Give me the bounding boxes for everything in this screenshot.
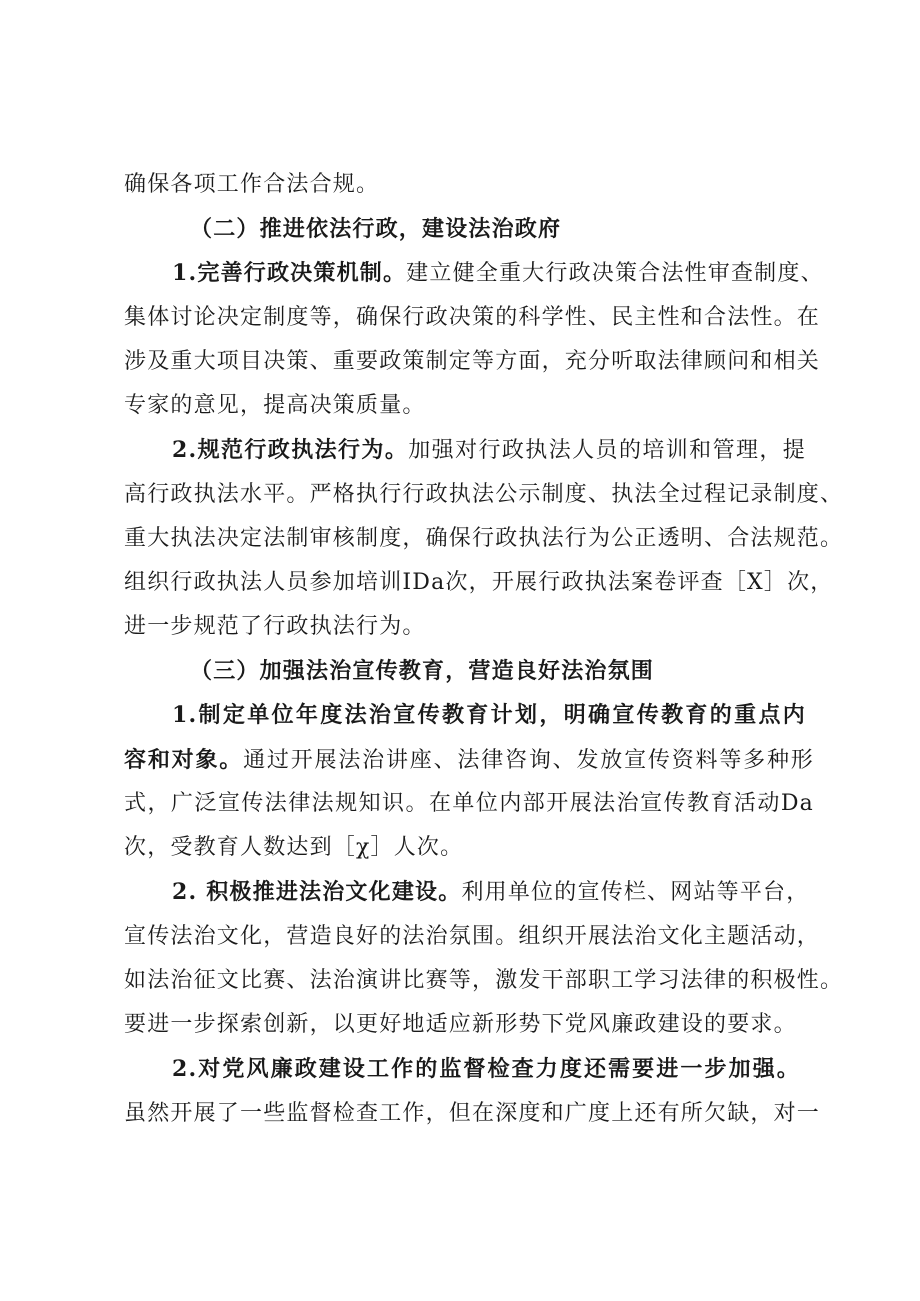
line-text: 专家的意见，提高决策质量。 bbox=[124, 393, 426, 418]
heading-text: （三）加强法治宣传教育，营造良好法治氛围 bbox=[190, 658, 655, 684]
line-text: 宣传法治文化，营造良好的法治氛围。组织开展法治文化主题活动， bbox=[124, 924, 821, 949]
item-title: 2.对党风廉政建设工作的监督检查力度还需要进一步加强。 bbox=[172, 1056, 800, 1082]
line-text: 组织行政执法人员参加培训IDa次，开展行政执法案卷评查［X］次， bbox=[124, 570, 834, 595]
paragraph-line bbox=[124, 524, 844, 554]
line-text: 重大执法决定法制审核制度，确保行政执法行为公正透明、合法规范。 bbox=[124, 526, 844, 551]
paragraph-line bbox=[124, 391, 814, 421]
paragraph-line bbox=[124, 833, 814, 863]
heading-text: （二）推进依法行政，建设法治政府 bbox=[190, 216, 562, 242]
line-text: 式，广泛宣传法律法规知识。在单位内部开展法治宣传教育活动Da bbox=[124, 791, 814, 816]
item-title: 2. 积极推进法治文化建设。 bbox=[172, 879, 462, 905]
paragraph-line bbox=[124, 789, 814, 819]
section-heading bbox=[190, 214, 880, 244]
line-text: 如法治征文比赛、法治演讲比赛等，激发干部职工学习法律的积极性。 bbox=[124, 968, 844, 993]
line-text: 利用单位的宣传栏、网站等平台， bbox=[461, 880, 810, 905]
section-heading bbox=[190, 656, 880, 686]
line-text: 虽然开展了一些监督检查工作，但在深度和广度上还有所欠缺，对一 bbox=[124, 1101, 821, 1126]
paragraph-line bbox=[124, 170, 814, 200]
item-title: 1.完善行政决策机制。 bbox=[172, 260, 407, 286]
paragraph-line bbox=[124, 303, 821, 333]
paragraph-line bbox=[172, 877, 810, 908]
paragraph-line bbox=[124, 745, 814, 776]
paragraph-line bbox=[172, 1054, 800, 1084]
line-text: 通过开展法治讲座、法律咨询、发放宣传资料等多种形 bbox=[243, 748, 814, 773]
line-text: 涉及重大项目决策、重要政策制定等方面，充分听取法律顾问和相关 bbox=[124, 349, 821, 374]
line-text: 建立健全重大行政决策合法性审查制度、 bbox=[406, 261, 824, 286]
line-text: 加强对行政执法人员的培训和管理，提 bbox=[408, 438, 807, 463]
line-text: 次，受教育人数达到［χ］人次。 bbox=[124, 835, 464, 860]
paragraph-line bbox=[124, 480, 844, 510]
paragraph-line bbox=[124, 1099, 821, 1129]
line-text: 要进一步探索创新，以更好地适应新形势下党风廉政建设的要求。 bbox=[124, 1012, 797, 1037]
paragraph-line bbox=[124, 612, 814, 642]
paragraph-line bbox=[124, 922, 821, 952]
paragraph-line bbox=[172, 700, 806, 730]
paragraph-line bbox=[172, 258, 824, 289]
line-text: 确保各项工作合法合规。 bbox=[124, 172, 380, 197]
paragraph-line bbox=[172, 435, 806, 466]
item-title: 容和对象。 bbox=[124, 747, 244, 773]
paragraph-line bbox=[124, 1010, 814, 1040]
item-title: 1.制定单位年度法治宣传教育计划，明确宣传教育的重点内 bbox=[172, 702, 806, 728]
line-text: 进一步规范了行政执法行为。 bbox=[124, 614, 426, 639]
line-text: 高行政执法水平。严格执行行政执法公示制度、执法全过程记录制度、 bbox=[124, 482, 844, 507]
item-title: 2.规范行政执法行为。 bbox=[172, 437, 409, 463]
paragraph-line bbox=[124, 347, 821, 377]
paragraph-line bbox=[124, 966, 844, 996]
line-text: 集体讨论决定制度等，确保行政决策的科学性、民主性和合法性。在 bbox=[124, 305, 821, 330]
paragraph-line bbox=[124, 568, 834, 598]
